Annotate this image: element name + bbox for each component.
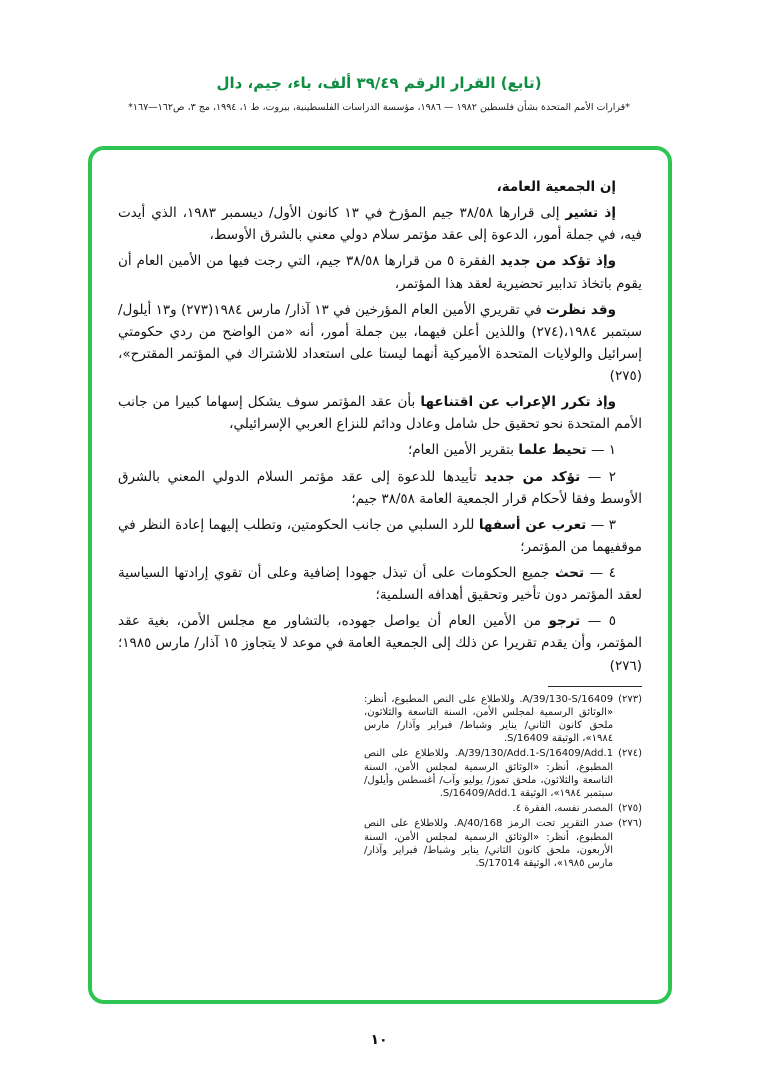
preamble-paragraph-3 (118, 299, 642, 388)
paragraph-lead: تحث (554, 565, 585, 581)
footnote-text: صدر التقرير تحت الرمز A/40/168. وللاطلاع على النص المطبوع، أنظر: «الوثائق الرسمية لمجلس الأمن، السنة الأربعون، ملحق كانون الثاني/ يناير وشباط/ فبراير وآذار/ مارس ١٩٨٥»، الوثيقة S/17014. (364, 818, 614, 869)
paragraph-text: إلى قرارها ٣٨/٥٨ جيم المؤرخ في ١٣ كانون الأول/ ديسمبر ١٩٨٣، الذي أيدت فيه، في جملة أمور، الدعوة إلى عقد مؤتمر سلام دولي معني بالشرق الأوسط، (118, 205, 642, 244)
footnote-number: (٢٧٥) (618, 803, 642, 815)
operative-paragraph-3 (118, 514, 642, 558)
footnote-276 (364, 817, 642, 870)
paragraph-text: بأن عقد المؤتمر سوف يشكل إسهاما كبيرا من جانب الأمم المتحدة نحو تحقيق حل شامل وعادل ودائم للنزاع العربي الإسرائيلي، (118, 394, 642, 433)
operative-paragraph-1 (118, 439, 642, 461)
footnote-text: A/39/130/Add.1-S/16409/Add.1. وللاطلاع على النص المطبوع، أنظر: «الوثائق الرسمية لمجلس الأمن، السنة التاسعة والثلاثون، ملحق تموز/ يوليو وآب/ أغسطس وأيلول/ سبتمبر ١٩٨٤»، الوثيقة S/16409/Add.1. (364, 748, 614, 799)
footnote-number: (٢٧٣) (618, 693, 642, 705)
preamble-paragraph-2 (118, 250, 642, 294)
resolution-body (118, 176, 642, 677)
footnote-number: (٢٧٦) (618, 818, 642, 830)
paragraph-text: من الأمين العام أن يواصل جهوده، بالتشاور مع مجلس الأمن، بغية عقد المؤتمر، وأن يقدم تقريرا عن ذلك إلى الجمعية العامة في موعد لا يتجاوز ١٥ آذار/ مارس ١٩٨٥؛(٢٧٦) (118, 613, 642, 674)
opening-line: إن الجمعية العامة، (496, 179, 616, 195)
paragraph-lead: ترجو (548, 613, 581, 630)
footnote-273 (364, 693, 642, 746)
footnote-separator (548, 686, 642, 687)
page-number: ١٠ (370, 1032, 388, 1048)
paragraph-text: للرد السلبي من جانب الحكومتين، وتطلب إليهما إعادة النظر في موقفيهما من المؤتمر؛ (118, 516, 642, 555)
paragraph-text: في تقريري الأمين العام المؤرخين في ١٣ آذار/ مارس ١٩٨٤(٢٧٣) و١٣ أيلول/سبتمبر ١٩٨٤،(٢٧٤) واللذين أعلن فيهما، بين جملة أمور، أنه «من الواضح من ردي حكومتي إسرائيل والولايات المتحدة الأميركية أنهما ليستا على استعداد للاشتراك في المؤتمر المقترح»،(٢٧٥) (118, 301, 643, 384)
paragraph-lead: وقد نظرت (546, 301, 616, 318)
paragraph-lead: تحيط علما (518, 442, 587, 459)
preamble-paragraph-4 (118, 391, 642, 435)
operative-paragraph-4 (118, 562, 642, 606)
footnote-275 (364, 802, 642, 815)
footnote-274 (364, 747, 642, 800)
operative-paragraph-2 (118, 466, 642, 510)
source-citation: *قرارات الأمم المتحدة بشأن فلسطين ١٩٨٢ — ١٩٨٦، مؤسسة الدراسات الفلسطينية، بيروت، ط ١، ١٩٩٤، مج ٣، ص١٦٢—١٦٧* (128, 102, 630, 113)
paragraph-text: جميع الحكومات على أن تبذل جهودا إضافية وعلى أن تقوي إرادتها السياسية لعقد المؤتمر دون تأخير وتحقيق أهدافه السلمية؛ (118, 565, 642, 604)
paragraph-text: تأييدها للدعوة إلى عقد مؤتمر السلام الدولي المعني بالشرق الأوسط وفقا لأحكام قرار الجمعية العامة ٣٨/٥٨ جيم؛ (118, 468, 642, 507)
paragraph-number: ٢ — (587, 468, 617, 485)
resolution-frame (88, 146, 672, 1004)
preamble-paragraph-1 (118, 202, 642, 246)
paragraph-lead: وإذ تؤكد من جديد (500, 253, 616, 270)
paragraph-number: ٥ — (587, 613, 616, 630)
page-header (0, 74, 758, 113)
footnotes-block (364, 693, 642, 870)
footnote-text: A/39/130-S/16409. وللاطلاع على النص المطبوع، أنظر: «الوثائق الرسمية لمجلس الأمن، السنة التاسعة والثلاثون، ملحق كانون الثاني/ يناير وشباط/ فبراير وآذار/ مارس ١٩٨٤»، الوثيقة S/16409. (364, 693, 614, 745)
paragraph-number: ٣ — (590, 516, 616, 533)
operative-paragraph-5 (118, 610, 642, 676)
paragraph-number: ٤ — (589, 565, 617, 581)
resolution-title: (تابع) القرار الرقم ٣٩/٤٩ ألف، باء، جيم، دال (216, 74, 542, 92)
footnote-text: المصدر نفسه، الفقرة ٤. (512, 803, 614, 815)
paragraph-lead: إذ تشير (565, 205, 616, 222)
paragraph-lead: تعرب عن أسفها (478, 516, 587, 533)
paragraph-text: الفقرة ٥ من قرارها ٣٨/٥٨ جيم، التي رجت فيها من الأمين العام أن يقوم باتخاذ تدابير تحضيرية لعقد هذا المؤتمر، (118, 253, 642, 292)
paragraph-lead: وإذ تكرر الإعراب عن اقتناعها (420, 394, 617, 411)
paragraph-number: ١ — (590, 442, 616, 459)
paragraph-text: بتقرير الأمين العام؛ (407, 442, 515, 459)
paragraph-lead: تؤكد من جديد (484, 468, 581, 485)
footnote-number: (٢٧٤) (618, 748, 642, 760)
